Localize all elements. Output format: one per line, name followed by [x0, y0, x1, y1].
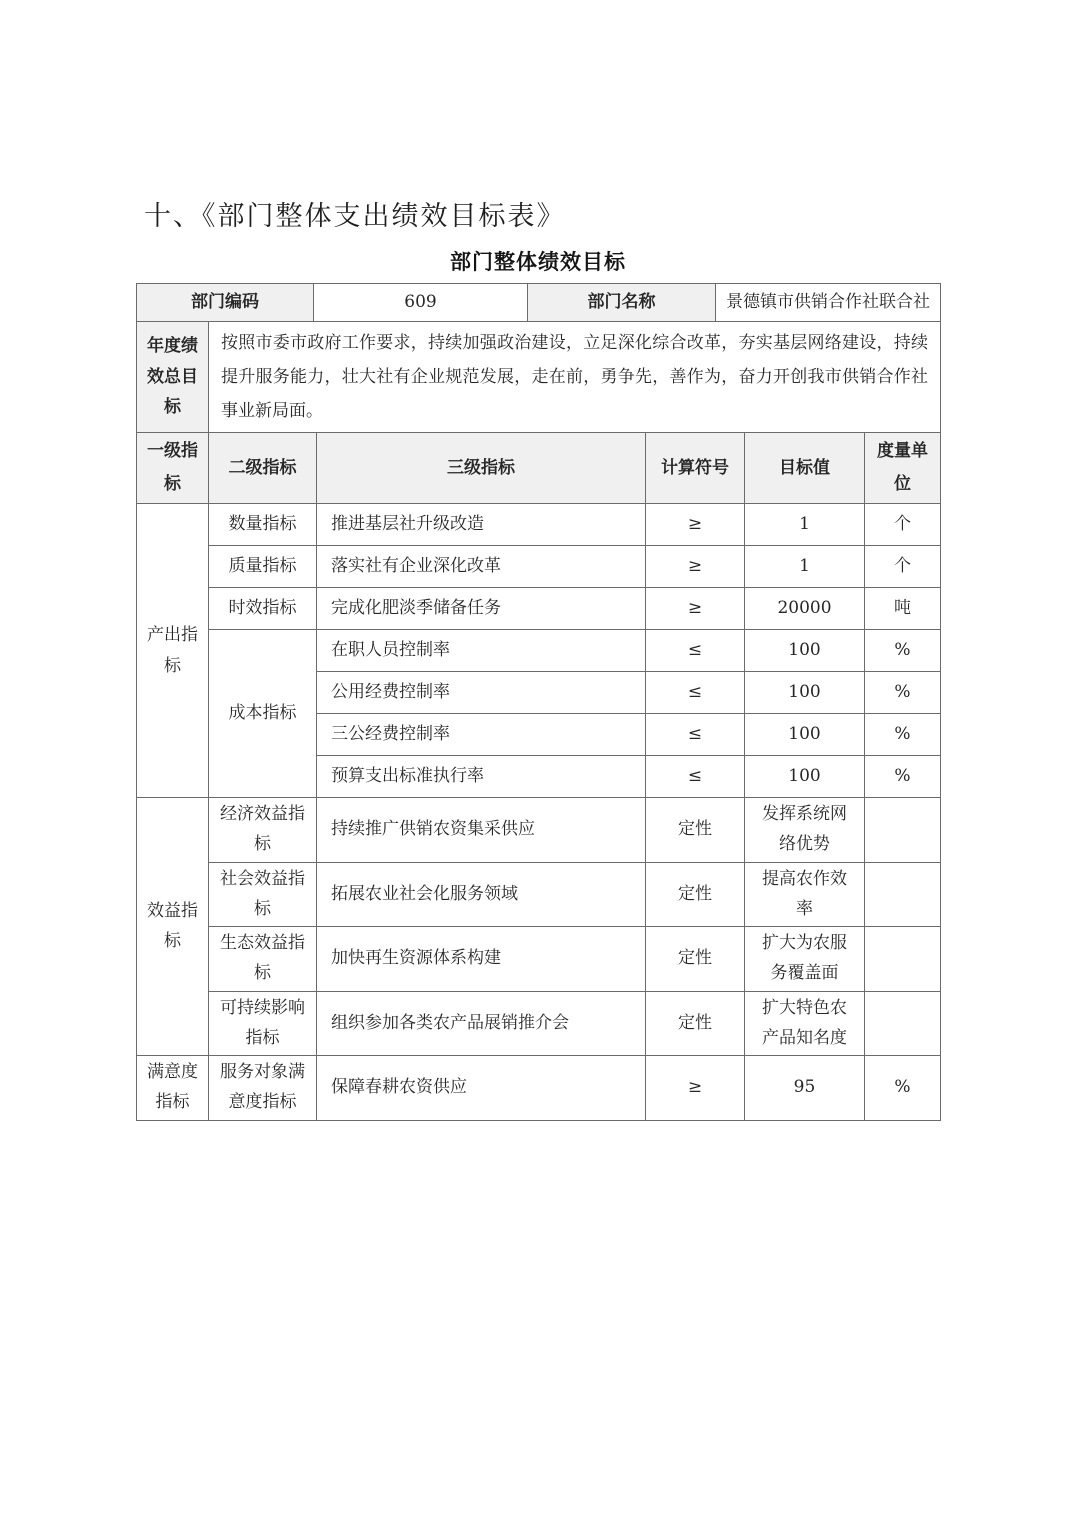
table-row [137, 546, 941, 588]
level3-cell: 保障春耕农资供应 [317, 1056, 646, 1121]
unit-cell: % [865, 756, 941, 798]
table-row [137, 1056, 941, 1121]
level2-cell: 服务对象满意度指标 [209, 1056, 317, 1121]
symbol-cell: ≥ [646, 1056, 745, 1121]
dept-name-label: 部门名称 [528, 284, 716, 322]
level3-cell: 组织参加各类农产品展销推介会 [317, 991, 646, 1056]
symbol-cell: 定性 [646, 798, 745, 863]
level3-cell: 完成化肥淡季储备任务 [317, 588, 646, 630]
level1-satisfaction: 满意度指标 [137, 1056, 209, 1121]
header-level2: 二级指标 [209, 433, 317, 504]
target-cell: 20000 [745, 588, 865, 630]
level3-cell: 推进基层社升级改造 [317, 504, 646, 546]
target-cell: 95 [745, 1056, 865, 1121]
level3-cell: 预算支出标准执行率 [317, 756, 646, 798]
performance-target-table [136, 283, 940, 1121]
target-cell: 1 [745, 546, 865, 588]
target-cell: 100 [745, 714, 865, 756]
unit-cell: % [865, 672, 941, 714]
unit-cell [865, 927, 941, 992]
target-cell: 100 [745, 672, 865, 714]
annual-goal-table [136, 321, 941, 433]
level2-cell: 社会效益指标 [209, 862, 317, 927]
header-level1: 一级指标 [137, 433, 209, 504]
level3-cell: 加快再生资源体系构建 [317, 927, 646, 992]
header-symbol: 计算符号 [646, 433, 745, 504]
level3-cell: 持续推广供销农资集采供应 [317, 798, 646, 863]
level2-cell: 生态效益指标 [209, 927, 317, 992]
level1-benefit: 效益指标 [137, 798, 209, 1056]
symbol-cell: ≥ [646, 588, 745, 630]
level2-cell: 数量指标 [209, 504, 317, 546]
symbol-cell: ≥ [646, 546, 745, 588]
level3-cell: 落实社有企业深化改革 [317, 546, 646, 588]
unit-cell: % [865, 1056, 941, 1121]
dept-code-value: 609 [314, 284, 528, 322]
dept-name-value: 景德镇市供销合作社联合社 [716, 284, 941, 322]
level2-cell: 经济效益指标 [209, 798, 317, 863]
unit-cell: 吨 [865, 588, 941, 630]
symbol-cell: 定性 [646, 862, 745, 927]
table-title: 部门整体绩效目标 [450, 249, 626, 274]
table-row [137, 798, 941, 863]
table-row [137, 588, 941, 630]
unit-cell: % [865, 714, 941, 756]
symbol-cell: ≤ [646, 630, 745, 672]
target-cell: 100 [745, 756, 865, 798]
level2-cost: 成本指标 [209, 630, 317, 798]
indicators-header-row [137, 433, 941, 504]
symbol-cell: ≤ [646, 714, 745, 756]
table-row [137, 630, 941, 672]
level3-cell: 三公经费控制率 [317, 714, 646, 756]
indicators-table [136, 432, 941, 1121]
table-row [137, 927, 941, 992]
annual-goal-row [137, 322, 941, 433]
dept-info-table [136, 283, 941, 322]
level2-cell: 可持续影响指标 [209, 991, 317, 1056]
symbol-cell: ≤ [646, 672, 745, 714]
section-title: 十、《部门整体支出绩效目标表》 [144, 201, 566, 232]
target-cell: 扩大特色农产品知名度 [745, 991, 865, 1056]
annual-goal-text: 按照市委市政府工作要求，持续加强政治建设，立足深化综合改革，夯实基层网络建设，持续提升服务能力，壮大社有企业规范发展，走在前，勇争先，善作为，奋力开创我市供销合作社事业新局面。 [209, 322, 941, 433]
level3-cell: 拓展农业社会化服务领域 [317, 862, 646, 927]
level2-cell: 质量指标 [209, 546, 317, 588]
level1-output: 产出指标 [137, 504, 209, 798]
table-row [137, 862, 941, 927]
dept-info-row [137, 284, 941, 322]
level3-cell: 公用经费控制率 [317, 672, 646, 714]
unit-cell [865, 862, 941, 927]
symbol-cell: 定性 [646, 927, 745, 992]
unit-cell: 个 [865, 546, 941, 588]
symbol-cell: 定性 [646, 991, 745, 1056]
target-cell: 发挥系统网络优势 [745, 798, 865, 863]
header-level3: 三级指标 [317, 433, 646, 504]
annual-goal-label: 年度绩效总目标 [137, 322, 209, 433]
level3-cell: 在职人员控制率 [317, 630, 646, 672]
table-row [137, 991, 941, 1056]
target-cell: 100 [745, 630, 865, 672]
level2-cell: 时效指标 [209, 588, 317, 630]
target-cell: 扩大为农服务覆盖面 [745, 927, 865, 992]
symbol-cell: ≤ [646, 756, 745, 798]
symbol-cell: ≥ [646, 504, 745, 546]
dept-code-label: 部门编码 [137, 284, 314, 322]
header-target: 目标值 [745, 433, 865, 504]
unit-cell [865, 798, 941, 863]
target-cell: 1 [745, 504, 865, 546]
unit-cell: 个 [865, 504, 941, 546]
header-unit: 度量单位 [865, 433, 941, 504]
unit-cell [865, 991, 941, 1056]
unit-cell: % [865, 630, 941, 672]
table-row [137, 504, 941, 546]
target-cell: 提高农作效率 [745, 862, 865, 927]
